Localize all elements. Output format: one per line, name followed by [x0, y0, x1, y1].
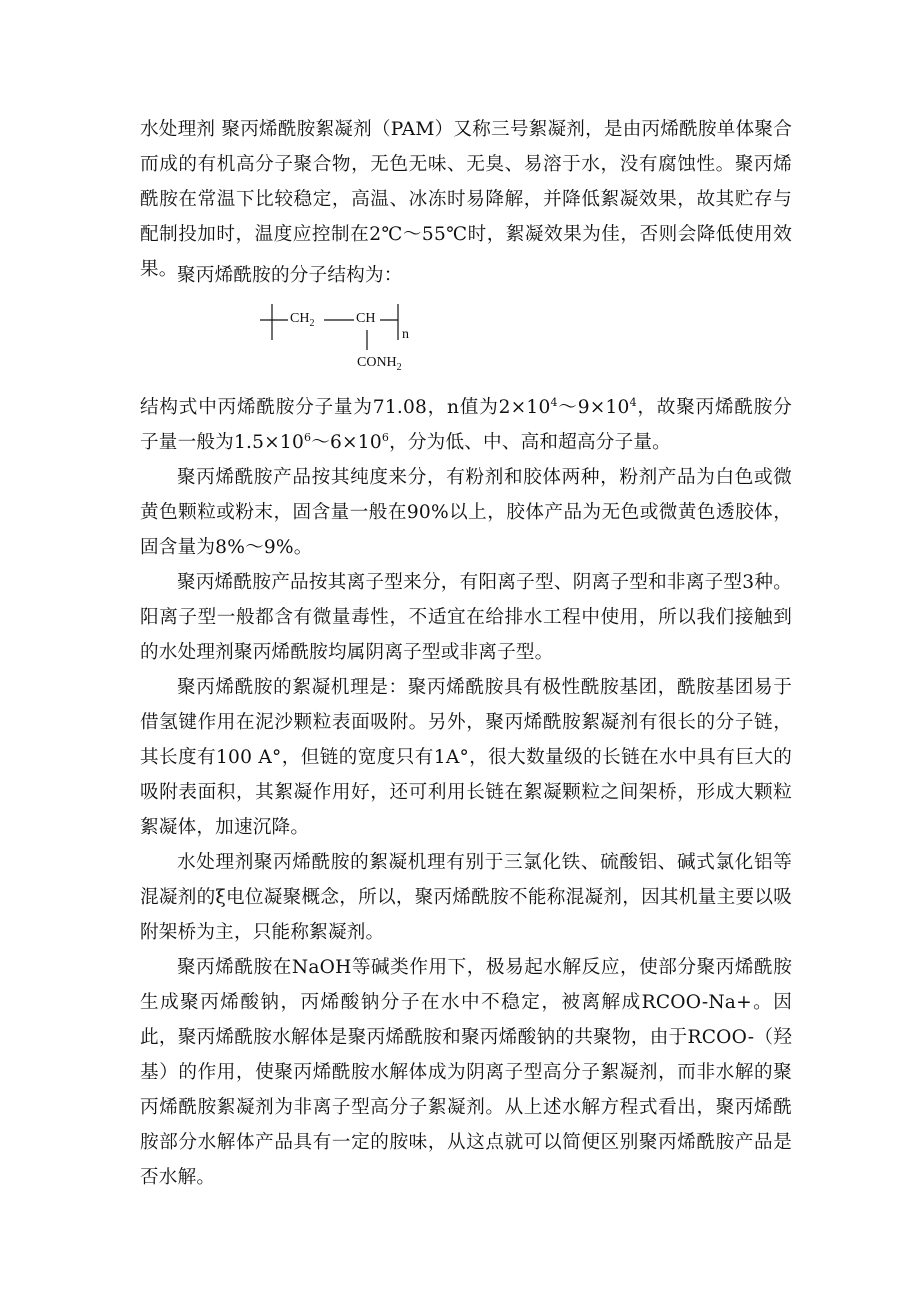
formula-n: n	[402, 327, 409, 342]
formula-ch2: $CH_2$	[290, 311, 315, 329]
paragraph-purity: 聚丙烯酰胺产品按其纯度来分，有粉剂和胶体两种，粉剂产品为白色或微黄色颗粒或粉末，固含量一般在90%以上，胶体产品为无色或微黄色透胶体，固含量为8%～9%。	[140, 467, 792, 558]
molecular-structure-formula	[258, 300, 438, 380]
paragraph-hydrolysis: 聚丙烯酰胺在NaOH等碱类作用下，极易起水解反应，使部分聚丙烯酰胺生成聚丙烯酸钠，丙烯酸钠分子在水中不稳定，被离解成RCOO-Na+。因此，聚丙烯酰胺水解体是聚丙烯酰胺和聚丙烯酸钠的共聚物，由于RCOO-（羟基）的作用，使聚丙烯酰胺水解体成为阴离子型高分子絮凝剂，而非水解的聚丙烯酰胺絮凝剂为非离子型高分子絮凝剂。从上述水解方程式看出，聚丙烯酰胺部分水解体产品具有一定的胺味，从这点就可以简便区别聚丙烯酰胺产品是否水解。	[140, 957, 792, 1188]
formula-conh2: $CONH_2$	[357, 355, 402, 373]
paragraph-structure-heading: 聚丙烯酰胺的分子结构为：	[177, 265, 403, 286]
paragraph-difference: 水处理剂聚丙烯酰胺的絮凝机理有别于三氯化铁、硫酸铝、碱式氯化铝等混凝剂的ξ电位凝聚概念，所以，聚丙烯酰胺不能称混凝剂，因其机量主要以吸附架桥为主，只能称絮凝剂。	[140, 852, 792, 943]
paragraph-ion-type: 聚丙烯酰胺产品按其离子型来分，有阳离子型、阴离子型和非离子型3种。阳离子型一般都含有微量毒性，不适宜在给排水工程中使用，所以我们接触到的水处理剂聚丙烯酰胺均属阴离子型或非离子型。	[140, 572, 792, 663]
paragraph-mechanism: 聚丙烯酰胺的絮凝机理是：聚丙烯酰胺具有极性酰胺基团，酰胺基团易于借氢键作用在泥沙颗粒表面吸附。另外，聚丙烯酰胺絮凝剂有很长的分子链，其长度有100 A°，但链的宽度只有1A°，很大数量级的长链在水中具有巨大的吸附表面积，其絮凝作用好，还可利用长链在絮凝颗粒之间架桥，形成大颗粒絮凝体，加速沉降。	[140, 677, 792, 838]
paragraph-intro: 水处理剂 聚丙烯酰胺絮凝剂（PAM）又称三号絮凝剂，是由丙烯酰胺单体聚合而成的有机高分子聚合物，无色无味、无臭、易溶于水，没有腐蚀性。聚丙烯酰胺在常温下比较稳定，高温、冰冻时易降解，并降低絮凝效果，故其贮存与配制投加时，温度应控制在2℃～55℃时，絮凝效果为佳，否则会降低使用效果。	[140, 119, 792, 280]
paragraph-molecular-weight: 结构式中丙烯酰胺分子量为71.08，n值为$2\times 10^4\sim 9\times 10^4$，故聚丙烯酰胺分子量一般为$1.5\times 10^6\sim 6\times 10^6$，分为低、中、高和超高分子量。	[140, 395, 792, 453]
formula-bonds	[258, 300, 438, 380]
formula-ch: CH	[356, 311, 376, 326]
